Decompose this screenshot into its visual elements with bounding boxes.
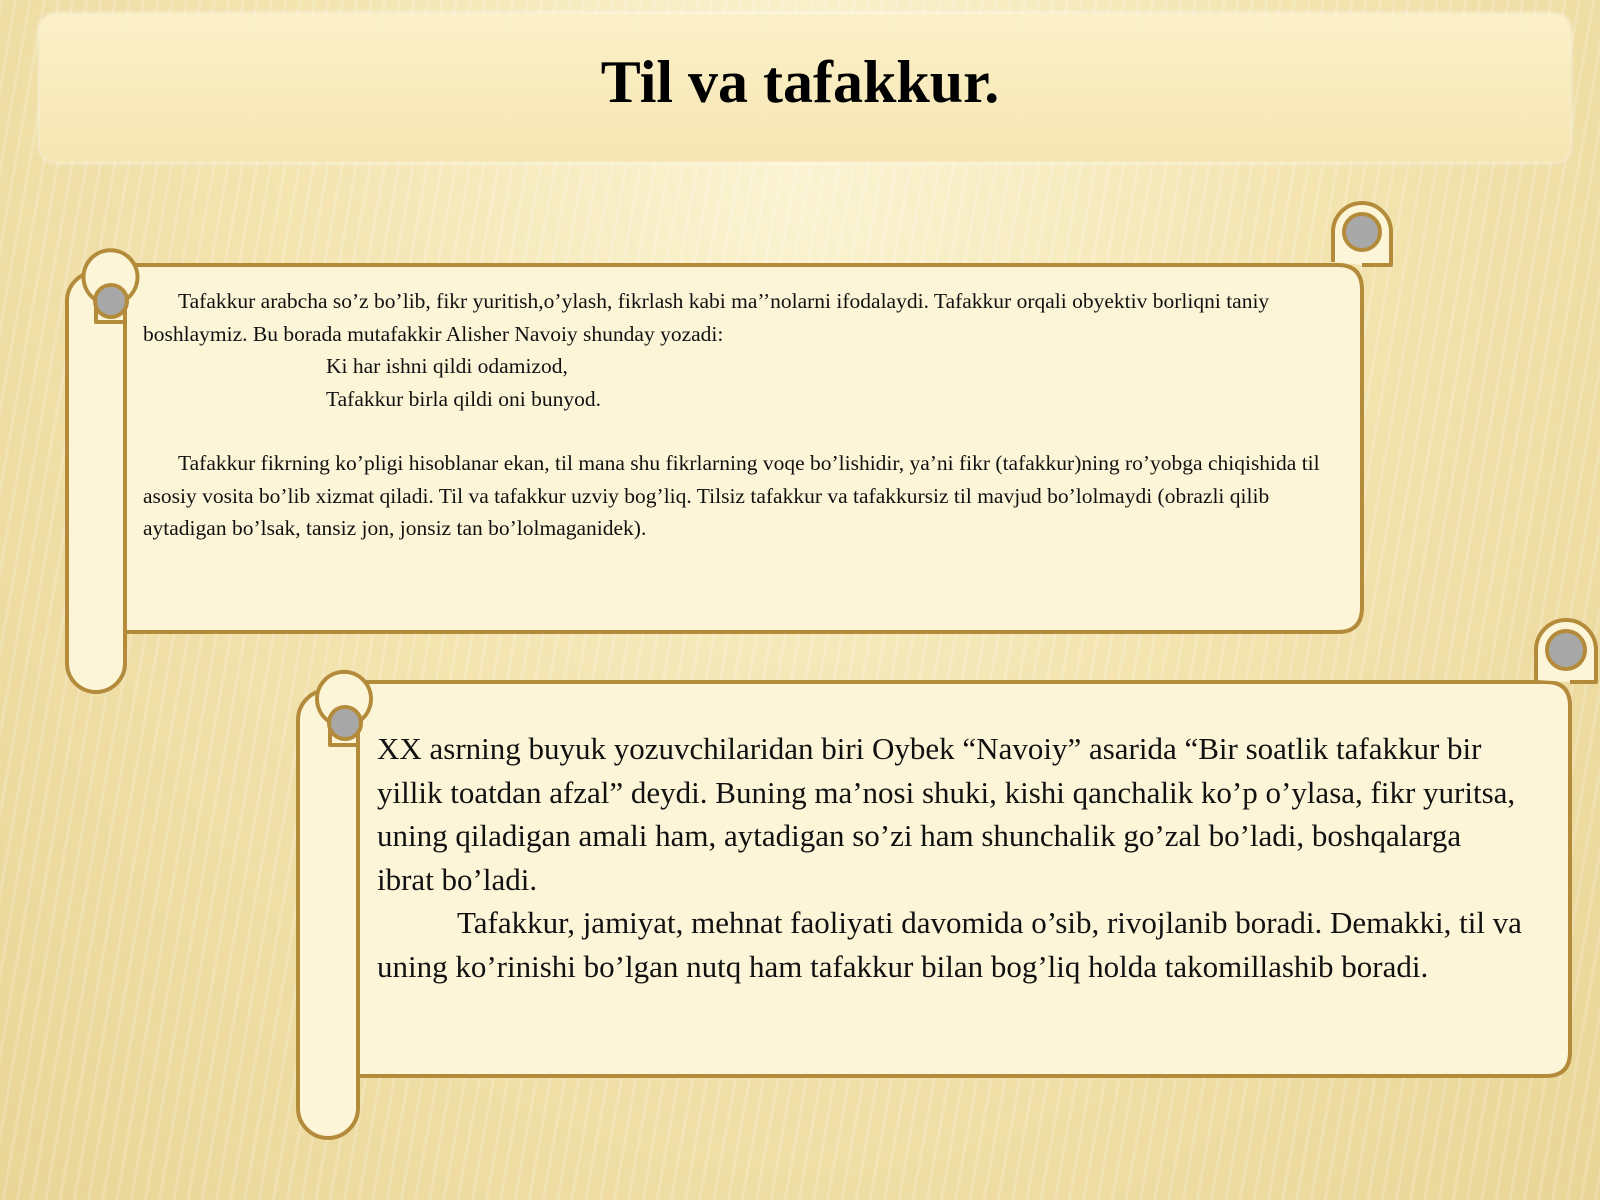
scroll-top-paragraph-2: Tafakkur fikrning ko’pligi hisoblanar ekan, til mana shu fikrlarning voqe bo’lishidir, ya’ni fikr (tafakkur)ning ro’yobga chiqishida til asosiy vosita bo’lib xizmat qiladi. Til va tafakkur uzviy bog’liq. Tilsiz tafakkur va tafakkursiz til mavjud bo’lolmaydi (obrazli qilib aytadigan bo’lsak, tansiz jon, jonsiz tan bo’lolmaganidek). [143, 451, 1320, 540]
scroll-bottom-paragraph-1: XX asrning buyuk yozuvchilaridan biri Oybek “Navoiy” asarida “Bir soatlik tafakkur bir yillik toatdan afzal” deydi. Buning ma’nosi shuki, kishi qanchalik ko’p o’ylasa, fikr yuritsa, uning qiladigan amali ham, aytadigan so’zi ham shunchalik go’zal bo’ladi, boshqalarga ibrat bo’ladi. [377, 731, 1516, 897]
scroll-bottom-text [377, 727, 1522, 988]
scroll-top-right-curl [1344, 214, 1380, 250]
slide-title: Til va tafakkur. [600, 48, 1000, 115]
scroll-top-paragraph-1: Tafakkur arabcha so’z bo’lib, fikr yuritish,o’ylash, fikrlash kabi ma’’nolarni ifodalaydi. Tafakkur orqali obyektiv borliqni taniy boshlaymiz. Bu borada mutafakkir Alisher Navoiy shunday yozadi: [143, 289, 1270, 346]
scroll-bottom-left-curl [329, 707, 361, 739]
scroll-bottom-paragraph-2: Tafakkur, jamiyat, mehnat faoliyati davomida o’sib, rivojlanib boradi. Demakki, til va uning ko’rinishi bo’lgan nutq ham tafakkur bilan bog’liq holda takomillashib boradi. [377, 905, 1522, 984]
verse-line-2: Tafakkur birla qildi oni bunyod. [326, 386, 601, 411]
verse-line-1: Ki har ishni qildi odamizod, [326, 354, 568, 378]
scroll-bottom-right-curl [1547, 631, 1585, 669]
paragraph-gap [143, 415, 1338, 447]
scroll-top-left-curl [95, 285, 127, 317]
scroll-top-text [143, 285, 1338, 545]
